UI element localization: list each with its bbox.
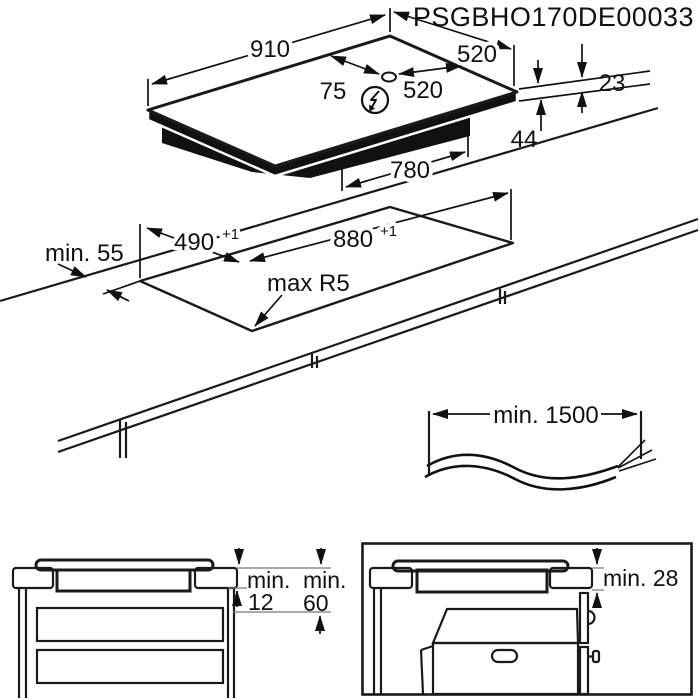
drawer-clearance-section [13,548,346,698]
hob-perspective-view [148,8,650,191]
worktop-cutout-view [45,189,698,458]
dim-max-r5: max R5 [267,270,350,297]
lightning-bolt-icon [362,87,388,113]
dim-min-label-2: min. [303,567,347,593]
dim-75: 75 [319,78,347,105]
hob-glass-section [393,561,568,571]
dim-min-55: min. 55 [45,240,124,267]
arrow [107,290,129,301]
oven-handle [492,650,517,662]
dim-520-cable: 520 [402,77,444,104]
oven [421,593,599,694]
worktop-cutout [140,207,513,331]
dim-min-1500: min. 1500 [493,402,599,429]
oven-top [433,609,578,643]
dim-780: 780 [389,157,431,184]
oven-door-edge [421,650,423,694]
oven-door-edge [421,646,433,650]
hob-box-section [57,570,190,591]
dim-60: 60 [303,590,329,616]
power-cable-diagram [425,402,656,489]
dim-880: 880 [333,226,374,253]
oven-frame-panel [580,593,588,643]
hob-box-section [417,570,547,592]
extension-line [103,281,140,294]
dim-910: 910 [249,36,291,63]
dim-490: 490 [174,229,215,256]
cabinet-side [374,588,381,694]
hob-glass-section [36,560,213,570]
dim-880-tol: +1 [380,223,398,240]
mains-cable-icon [425,440,656,489]
oven-knob [593,651,599,662]
cabinet-leg [120,420,126,458]
dim-520-depth: 520 [456,41,498,68]
oven-frame-panel [580,647,588,694]
dim-min-28: min. 28 [603,565,679,591]
dim-44: 44 [510,126,538,153]
model-code: PSGBHO170DE00033 [412,2,694,32]
cabinet-leg [312,354,317,368]
cable-gland-icon [382,73,396,82]
drawer [37,650,223,683]
cabinet-side [19,588,234,698]
oven-clearance-section [363,544,692,695]
cabinet-leg [500,289,505,304]
drawer [37,608,223,641]
dim-490-tol: +1 [222,226,240,243]
dim-23: 23 [598,70,626,97]
dim-min-label-1: min. [247,567,291,593]
dim-12: 12 [248,589,274,615]
